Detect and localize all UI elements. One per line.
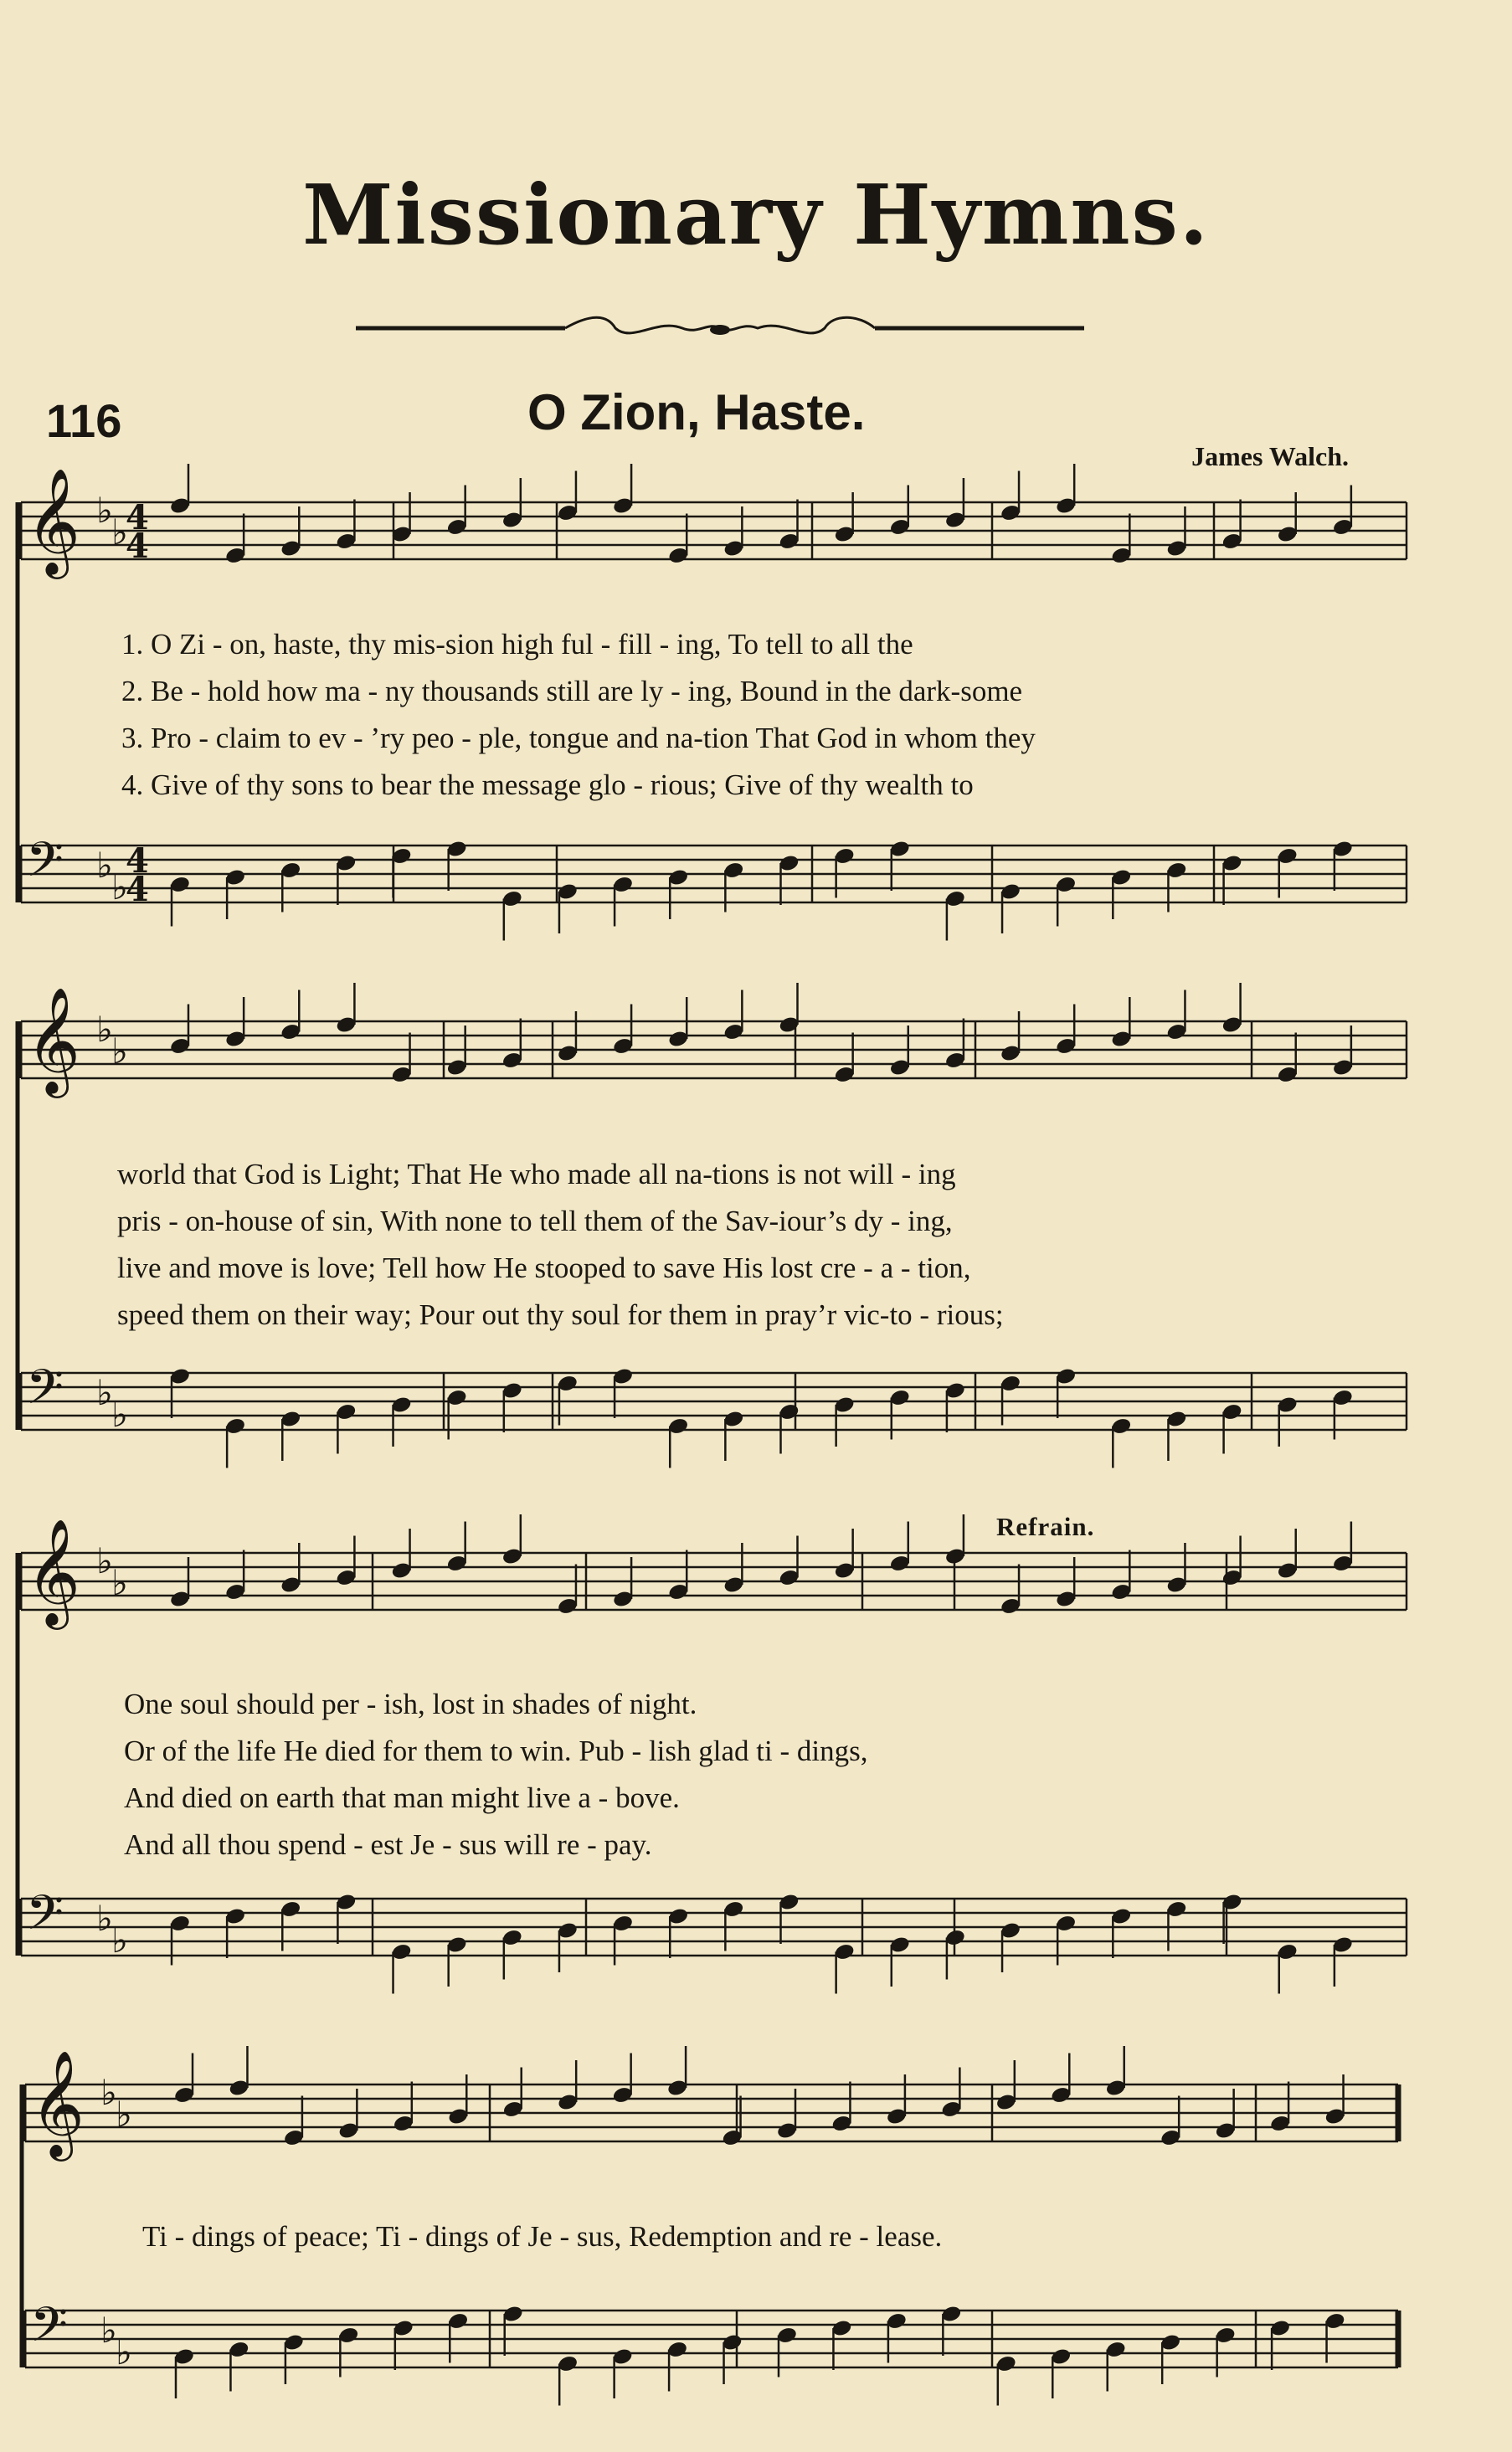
flat-icon: ♭ (111, 866, 128, 907)
bass-clef-icon: 𝄢 (30, 2296, 69, 2365)
treble-clef-icon: 𝄞 (26, 986, 81, 1093)
treble-clef-icon: 𝄞 (26, 467, 81, 574)
flat-icon: ♭ (96, 1009, 113, 1050)
lyric-line: And died on earth that man might live a - bove. (124, 1781, 680, 1814)
bass-clef-icon: 𝄢 (26, 831, 64, 900)
lyric-line: And all thou spend - est Je - sus will re - pay. (124, 1828, 652, 1861)
flat-icon: ♭ (96, 1372, 113, 1413)
bass-clef-icon: 𝄢 (26, 1884, 64, 1953)
section-title: Missionary Hymns. (302, 167, 1210, 264)
lyric-line: live and move is love; Tell how He stooped to save His lost cre - a - tion, (117, 1252, 971, 1284)
lyric-line: Or of the life He died for them to win. Pub - lish glad ti - dings, (124, 1735, 868, 1767)
lyric-line: 2. Be - hold how ma - ny thousands still are ly - ing, Bound in the dark-some (121, 675, 1023, 707)
refrain-label: Refrain. (996, 1512, 1095, 1541)
time-signature: 4 (126, 841, 149, 881)
lyric-line: world that God is Light; That He who made all na-tions is not will - ing (117, 1158, 956, 1190)
treble-clef-icon: 𝄞 (30, 2049, 85, 2156)
lyric-line: One soul should per - ish, lost in shades of night. (124, 1688, 697, 1720)
flat-icon: ♭ (96, 1540, 113, 1581)
lyric-line: Ti - dings of peace; Ti - dings of Je - sus, Redemption and re - lease. (142, 2220, 943, 2253)
time-signature: 4 (126, 870, 149, 909)
hymn-number: 116 (46, 394, 122, 447)
treble-clef-icon: 𝄞 (26, 1518, 81, 1625)
flat-icon: ♭ (111, 511, 128, 553)
lyric-line: 4. Give of thy sons to bear the message glo - rious; Give of thy wealth to (121, 768, 974, 801)
flat-icon: ♭ (100, 2310, 117, 2351)
lyric-line: pris - on-house of sin, With none to tell them of the Sav-iour’s dy - ing, (117, 1205, 953, 1237)
flat-icon: ♭ (96, 490, 113, 531)
flat-icon: ♭ (111, 1031, 128, 1072)
flat-icon: ♭ (96, 845, 113, 886)
lyric-line: speed them on their way; Pour out thy soul for them in pray’r vic-to - rious; (117, 1298, 1004, 1331)
time-signature: 4 (126, 527, 149, 566)
lyric-line: 1. O Zi - on, haste, thy mis-sion high ful - fill - ing, To tell to all the (121, 628, 913, 661)
flat-icon: ♭ (116, 2331, 132, 2372)
time-signature: 4 (126, 498, 149, 537)
lyric-line: 3. Pro - claim to ev - ’ry peo - ple, tongue and na-tion That God in whom they (121, 722, 1036, 754)
flat-icon: ♭ (100, 2072, 117, 2113)
flat-icon: ♭ (96, 1898, 113, 1939)
flat-icon: ♭ (111, 1394, 128, 1435)
flat-icon: ♭ (116, 2094, 132, 2135)
hymn-title: O Zion, Haste. (527, 384, 866, 440)
flat-icon: ♭ (111, 1562, 128, 1603)
composer-credit: James Walch. (1191, 441, 1349, 471)
bass-clef-icon: 𝄢 (26, 1359, 64, 1427)
flat-icon: ♭ (111, 1920, 128, 1961)
